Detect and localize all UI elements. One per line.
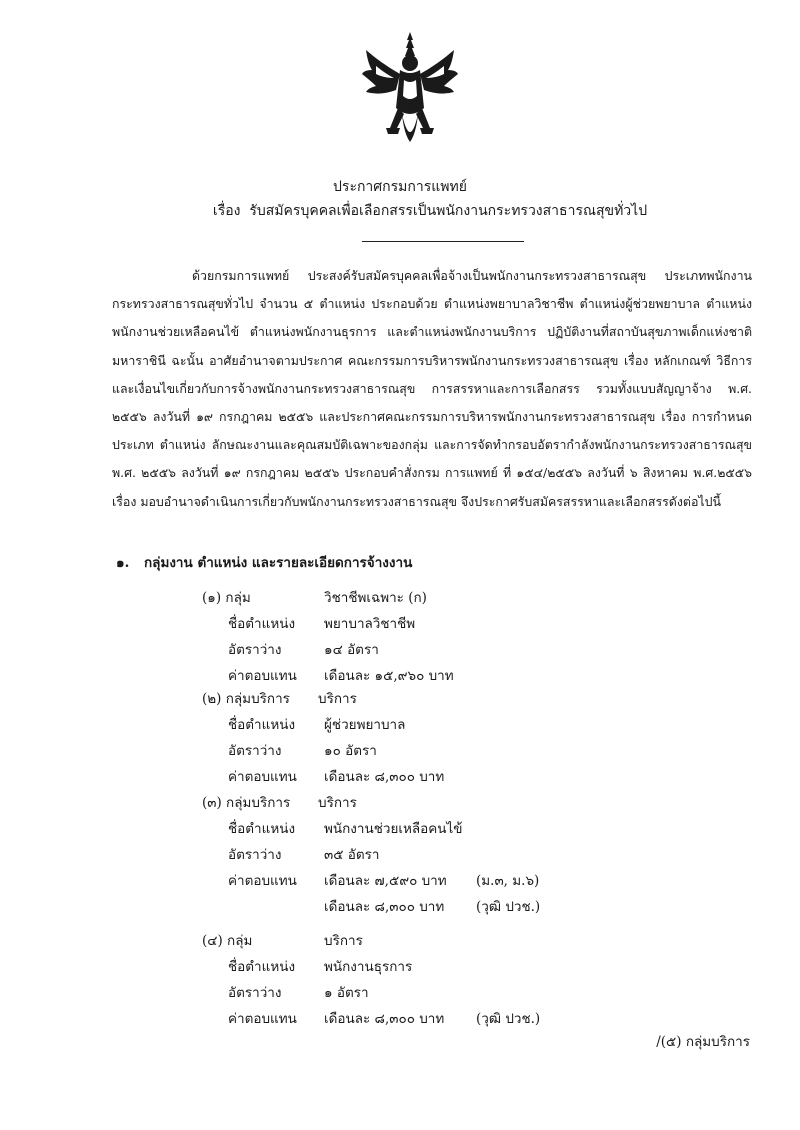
position-label: ชื่อตำแหน่ง [228, 616, 296, 632]
pay-value: เดือนละ ๘,๓๐๐ บาท [324, 1011, 445, 1027]
group-block-3 [202, 790, 540, 920]
garuda-emblem-icon [360, 30, 460, 160]
group-label: (๔) กลุ่ม [202, 933, 253, 949]
pay-value: เดือนละ ๘,๓๐๐ บาท [324, 769, 445, 785]
group-label: (๓) กลุ่มบริการ [202, 795, 291, 811]
vacancy-label: อัตราว่าง [228, 743, 282, 759]
announcement-title: ประกาศกรมการแพทย์ [333, 179, 467, 195]
position-value: พนักงานธุรการ [324, 959, 413, 975]
subject-label: เรื่อง [212, 203, 241, 219]
announcement-subject [0, 200, 800, 222]
section-title: กลุ่มงาน ตำแหน่ง และรายละเอียดการจ้างงาน [144, 555, 413, 571]
body-paragraph-text: ด้วยกรมการแพทย์ ประสงค์รับสมัครบุคคลเพื่อจ้างเป็นพนักงานกระทรวงสาธารณสุข ประเภทพนักงานกระทรวงสาธารณสุขทั่วไป จำนวน ๕ ตำแหน่ง ประกอบด้วย ตำแหน่งพยาบาลวิชาชีพ ตำแหน่งผู้ช่วยพยาบาล ตำแหน่งพนักงานช่วยเหลือคนไข้ ตำแหน่งพนักงานธุรการ และตำแหน่งพนักงานบริการ ปฏิบัติงานที่สถาบันสุขภาพเด็กแห่งชาติมหาราชินี ฉะนั้น อาศัยอำนาจตามประกาศ คณะกรรมการบริหารพนักงานกระทรวงสาธารณสุข เรื่อง หลักเกณฑ์ วิธีการและเงื่อนไขเกี่ยวกับการจ้างพนักงานกระทรวงสาธารณสุข การสรรหาและการเลือกสรร รวมทั้งแบบสัญญาจ้าง พ.ศ. ๒๕๕๖ ลงวันที่ ๑๙ กรกฎาคม ๒๕๕๖ และประกาศคณะกรรมการบริหารพนักงานกระทรวงสาธารณสุข เรื่อง การกำหนดประเภท ตำแหน่ง ลักษณะงานและคุณสมบัติเฉพาะของกลุ่ม และการจัดทำกรอบอัตรากำลังพนักงานกระทรวงสาธารณสุข พ.ศ. ๒๕๕๖ ลงวันที่ ๑๙ กรกฎาคม ๒๕๕๖ ประกอบคำสั่งกรม การแพทย์ ที่ ๑๕๔/๒๕๕๖ ลงวันที่ ๖ สิงหาคม พ.ศ.๒๕๕๖ เรื่อง มอบอำนาจดำเนินการเกี่ยวกับพนักงานกระทรวงสาธารณสุข จึงประกาศรับสมัครสรรหาและเลือกสรรดังต่อไปนี้ [112, 268, 752, 509]
pay-note: (ม.๓, ม.๖) [476, 873, 540, 889]
pay-label: ค่าตอบแทน [228, 1011, 297, 1027]
position-value: พยาบาลวิชาชีพ [324, 616, 416, 632]
group-value: บริการ [318, 691, 357, 707]
continuation-note: /(๕) กลุ่มบริการ [656, 1034, 750, 1050]
vacancy-label: อัตราว่าง [228, 985, 282, 1001]
pay-note-2: (วุฒิ ปวช.) [476, 899, 541, 915]
title-divider [362, 241, 524, 242]
position-value: พนักงานช่วยเหลือคนไข้ [324, 821, 463, 837]
position-label: ชื่อตำแหน่ง [228, 717, 296, 733]
vacancy-label: อัตราว่าง [228, 847, 282, 863]
pay-value: เดือนละ ๗,๕๙๐ บาท [324, 873, 447, 889]
pay-label: ค่าตอบแทน [228, 769, 297, 785]
position-label: ชื่อตำแหน่ง [228, 821, 296, 837]
vacancy-value: ๑๔ อัตรา [324, 642, 379, 658]
vacancy-value: ๑ อัตรา [324, 985, 369, 1001]
section-heading [116, 551, 412, 573]
group-value: วิชาชีพเฉพาะ (ก) [324, 590, 427, 606]
vacancy-value: ๑๐ อัตรา [324, 743, 377, 759]
body-paragraph [112, 262, 752, 516]
group-label: (๑) กลุ่ม [202, 590, 251, 606]
group-block-4 [202, 928, 540, 1032]
pay-note: (วุฒิ ปวช.) [476, 1011, 541, 1027]
pay-value: เดือนละ ๑๕,๙๖๐ บาท [324, 668, 454, 684]
position-value: ผู้ช่วยพยาบาล [324, 717, 406, 733]
section-number: ๑. [116, 555, 130, 571]
group-value: บริการ [318, 795, 357, 811]
vacancy-label: อัตราว่าง [228, 642, 282, 658]
pay-label: ค่าตอบแทน [228, 668, 297, 684]
group-label: (๒) กลุ่มบริการ [202, 691, 290, 707]
vacancy-value: ๓๕ อัตรา [324, 847, 380, 863]
subject-text: รับสมัครบุคคลเพื่อเลือกสรรเป็นพนักงานกระทรวงสาธารณสุขทั่วไป [249, 203, 648, 219]
pay-value-2: เดือนละ ๘,๓๐๐ บาท [324, 899, 445, 915]
group-block-2 [202, 686, 444, 790]
pay-label: ค่าตอบแทน [228, 873, 297, 889]
group-value: บริการ [324, 933, 363, 949]
group-block-1 [202, 585, 454, 689]
position-label: ชื่อตำแหน่ง [228, 959, 296, 975]
